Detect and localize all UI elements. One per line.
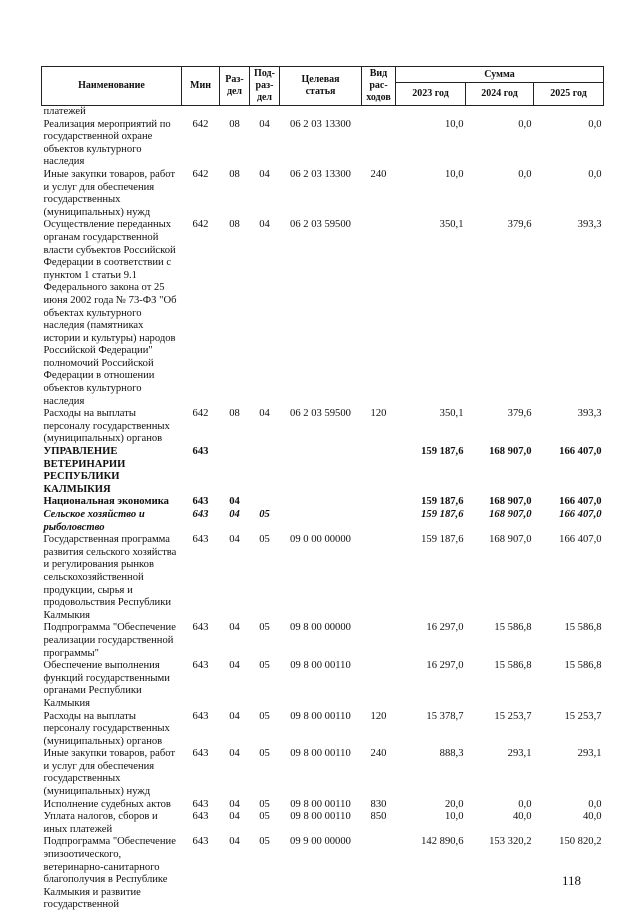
table-row: [42, 748, 604, 798]
row-target-article: 06 2 03 13300: [280, 169, 362, 219]
row-amount-2023: 142 890,6: [396, 836, 466, 912]
row-expense-type: [362, 534, 396, 622]
row-amount-2023: [396, 106, 466, 119]
table-row: [42, 811, 604, 836]
row-amount-2023: 10,0: [396, 169, 466, 219]
row-amount-2024: 168 907,0: [466, 534, 534, 622]
row-subsection: 05: [250, 811, 280, 836]
row-ministry: [182, 106, 220, 119]
row-name: Обеспечение выполнения функций государственными органами Республики Калмыкия: [42, 660, 182, 710]
row-amount-2025: 393,3: [534, 219, 604, 408]
row-section: 04: [220, 534, 250, 622]
row-subsection: 05: [250, 534, 280, 622]
row-subsection: 05: [250, 711, 280, 749]
row-name: Исполнение судебных актов: [42, 799, 182, 812]
row-target-article: 09 0 00 00000: [280, 534, 362, 622]
header-year-2025: 2025 год: [534, 83, 604, 106]
row-section: 04: [220, 836, 250, 912]
row-section: 04: [220, 496, 250, 509]
row-amount-2023: 159 187,6: [396, 534, 466, 622]
row-amount-2024: 0,0: [466, 119, 534, 169]
header-razdel: Раз- дел: [220, 67, 250, 106]
table-row: [42, 219, 604, 408]
row-name: Реализация мероприятий по государственной охране объектов культурного наследия: [42, 119, 182, 169]
row-ministry: 643: [182, 799, 220, 812]
row-amount-2025: 15 253,7: [534, 711, 604, 749]
row-subsection: 05: [250, 660, 280, 710]
row-subsection: 05: [250, 622, 280, 660]
row-section: [220, 446, 250, 496]
table-row: [42, 799, 604, 812]
header-year-2023: 2023 год: [396, 83, 466, 106]
row-name: Осуществление переданных органам государственной власти субъектов Российской Федерации в соответствии с пунктом 1 статьи 9.1 Федерального закона от 25 июня 2002 года № 73-ФЗ "Об объектах культурного наследия (памятниках истории и культуры) народов Российской Федерации" полномочий Российской Федерации в отношении объектов культурного наследия: [42, 219, 182, 408]
row-amount-2025: 0,0: [534, 169, 604, 219]
row-target-article: 09 8 00 00000: [280, 622, 362, 660]
row-amount-2025: 15 586,8: [534, 660, 604, 710]
row-amount-2024: 379,6: [466, 219, 534, 408]
table-row: [42, 836, 604, 912]
row-expense-type: 120: [362, 711, 396, 749]
row-name: Сельское хозяйство и рыболовство: [42, 509, 182, 534]
header-name: Наименование: [42, 67, 182, 106]
row-subsection: 04: [250, 169, 280, 219]
row-amount-2023: 15 378,7: [396, 711, 466, 749]
row-subsection: 04: [250, 119, 280, 169]
row-target-article: 09 8 00 00110: [280, 711, 362, 749]
row-amount-2024: 168 907,0: [466, 496, 534, 509]
row-target-article: [280, 509, 362, 534]
row-target-article: [280, 106, 362, 119]
row-amount-2024: 15 586,8: [466, 660, 534, 710]
row-target-article: [280, 496, 362, 509]
header-podrazdel: Под- раз- дел: [250, 67, 280, 106]
table-row: [42, 622, 604, 660]
row-amount-2023: 159 187,6: [396, 446, 466, 496]
header-expense-type: Вид рас- ходов: [362, 67, 396, 106]
budget-table: [41, 66, 604, 912]
row-name: Подпрограмма "Обеспечение эпизоотического, ветеринарно-санитарного благополучия в Республике Калмыкия и развитие государственной: [42, 836, 182, 912]
row-ministry: 643: [182, 711, 220, 749]
row-name: Национальная экономика: [42, 496, 182, 509]
table-row: [42, 711, 604, 749]
table-row: [42, 408, 604, 446]
row-amount-2025: 166 407,0: [534, 534, 604, 622]
row-amount-2024: [466, 106, 534, 119]
row-subsection: 04: [250, 408, 280, 446]
row-ministry: 643: [182, 748, 220, 798]
row-subsection: [250, 446, 280, 496]
row-amount-2025: 0,0: [534, 119, 604, 169]
row-amount-2023: 888,3: [396, 748, 466, 798]
row-ministry: 643: [182, 836, 220, 912]
row-name: Иные закупки товаров, работ и услуг для обеспечения государственных (муниципальных) нужд: [42, 748, 182, 798]
row-ministry: 643: [182, 496, 220, 509]
row-target-article: 09 8 00 00110: [280, 811, 362, 836]
row-expense-type: [362, 496, 396, 509]
row-target-article: 09 9 00 00000: [280, 836, 362, 912]
row-section: 04: [220, 622, 250, 660]
row-amount-2023: 10,0: [396, 811, 466, 836]
header-sum: Сумма: [396, 67, 604, 83]
row-name: Подпрограмма "Обеспечение реализации государственной программы": [42, 622, 182, 660]
row-target-article: 09 8 00 00110: [280, 660, 362, 710]
row-amount-2025: 150 820,2: [534, 836, 604, 912]
row-expense-type: 240: [362, 748, 396, 798]
row-amount-2024: 153 320,2: [466, 836, 534, 912]
table-row: [42, 534, 604, 622]
row-amount-2023: 159 187,6: [396, 496, 466, 509]
row-target-article: [280, 446, 362, 496]
row-section: 04: [220, 811, 250, 836]
row-subsection: [250, 496, 280, 509]
row-ministry: 642: [182, 408, 220, 446]
row-amount-2024: 40,0: [466, 811, 534, 836]
row-section: 08: [220, 219, 250, 408]
row-expense-type: [362, 836, 396, 912]
row-amount-2025: 393,3: [534, 408, 604, 446]
row-section: 04: [220, 748, 250, 798]
row-subsection: 04: [250, 219, 280, 408]
row-section: [220, 106, 250, 119]
row-subsection: 05: [250, 799, 280, 812]
row-amount-2025: 15 586,8: [534, 622, 604, 660]
row-expense-type: 830: [362, 799, 396, 812]
row-expense-type: [362, 119, 396, 169]
row-ministry: 642: [182, 119, 220, 169]
row-target-article: 06 2 03 13300: [280, 119, 362, 169]
row-expense-type: [362, 446, 396, 496]
row-name: Уплата налогов, сборов и иных платежей: [42, 811, 182, 836]
row-amount-2025: 166 407,0: [534, 509, 604, 534]
row-section: 04: [220, 660, 250, 710]
row-subsection: 05: [250, 509, 280, 534]
row-amount-2024: 168 907,0: [466, 446, 534, 496]
row-section: 08: [220, 408, 250, 446]
row-expense-type: 240: [362, 169, 396, 219]
row-expense-type: [362, 106, 396, 119]
row-name: платежей: [42, 106, 182, 119]
header-target-article: Целевая статья: [280, 67, 362, 106]
row-expense-type: 850: [362, 811, 396, 836]
row-amount-2025: 293,1: [534, 748, 604, 798]
row-section: 08: [220, 119, 250, 169]
header-year-2024: 2024 год: [466, 83, 534, 106]
row-amount-2023: 16 297,0: [396, 622, 466, 660]
row-ministry: 642: [182, 169, 220, 219]
row-ministry: 643: [182, 660, 220, 710]
row-subsection: [250, 106, 280, 119]
row-amount-2024: 0,0: [466, 169, 534, 219]
row-ministry: 643: [182, 622, 220, 660]
row-ministry: 643: [182, 534, 220, 622]
row-subsection: 05: [250, 836, 280, 912]
row-amount-2025: 166 407,0: [534, 496, 604, 509]
row-name: Государственная программа развития сельского хозяйства и регулирования рынков сельскохозяйственной продукции, сырья и продовольствия Республики Калмыкия: [42, 534, 182, 622]
row-expense-type: [362, 509, 396, 534]
row-expense-type: [362, 622, 396, 660]
header-min: Мин: [182, 67, 220, 106]
table-row: [42, 660, 604, 710]
row-target-article: 06 2 03 59500: [280, 219, 362, 408]
row-amount-2023: 350,1: [396, 408, 466, 446]
row-section: 04: [220, 711, 250, 749]
table-row: [42, 119, 604, 169]
table-row: [42, 169, 604, 219]
row-subsection: 05: [250, 748, 280, 798]
table-row: [42, 509, 604, 534]
row-section: 08: [220, 169, 250, 219]
row-amount-2025: 40,0: [534, 811, 604, 836]
row-amount-2024: 15 586,8: [466, 622, 534, 660]
row-amount-2023: 159 187,6: [396, 509, 466, 534]
row-name: УПРАВЛЕНИЕ ВЕТЕРИНАРИИ РЕСПУБЛИКИ КАЛМЫКИЯ: [42, 446, 182, 496]
row-amount-2024: 168 907,0: [466, 509, 534, 534]
row-expense-type: 120: [362, 408, 396, 446]
table-row: [42, 106, 604, 119]
row-amount-2025: 0,0: [534, 799, 604, 812]
table-row: [42, 446, 604, 496]
row-name: Расходы на выплаты персоналу государственных (муниципальных) органов: [42, 711, 182, 749]
row-amount-2024: 379,6: [466, 408, 534, 446]
row-expense-type: [362, 660, 396, 710]
row-section: 04: [220, 799, 250, 812]
row-target-article: 09 8 00 00110: [280, 748, 362, 798]
row-target-article: 06 2 03 59500: [280, 408, 362, 446]
row-target-article: 09 8 00 00110: [280, 799, 362, 812]
row-amount-2025: [534, 106, 604, 119]
row-ministry: 642: [182, 219, 220, 408]
page-number: 118: [562, 873, 581, 889]
row-section: 04: [220, 509, 250, 534]
row-ministry: 643: [182, 811, 220, 836]
row-ministry: 643: [182, 446, 220, 496]
row-amount-2024: 0,0: [466, 799, 534, 812]
table-header: [42, 67, 604, 106]
row-amount-2025: 166 407,0: [534, 446, 604, 496]
row-amount-2024: 293,1: [466, 748, 534, 798]
row-ministry: 643: [182, 509, 220, 534]
row-amount-2023: 16 297,0: [396, 660, 466, 710]
row-name: Расходы на выплаты персоналу государственных (муниципальных) органов: [42, 408, 182, 446]
table-body: [42, 106, 604, 912]
row-amount-2023: 350,1: [396, 219, 466, 408]
table-row: [42, 496, 604, 509]
row-amount-2023: 10,0: [396, 119, 466, 169]
row-amount-2024: 15 253,7: [466, 711, 534, 749]
row-expense-type: [362, 219, 396, 408]
row-name: Иные закупки товаров, работ и услуг для обеспечения государственных (муниципальных) нужд: [42, 169, 182, 219]
row-amount-2023: 20,0: [396, 799, 466, 812]
